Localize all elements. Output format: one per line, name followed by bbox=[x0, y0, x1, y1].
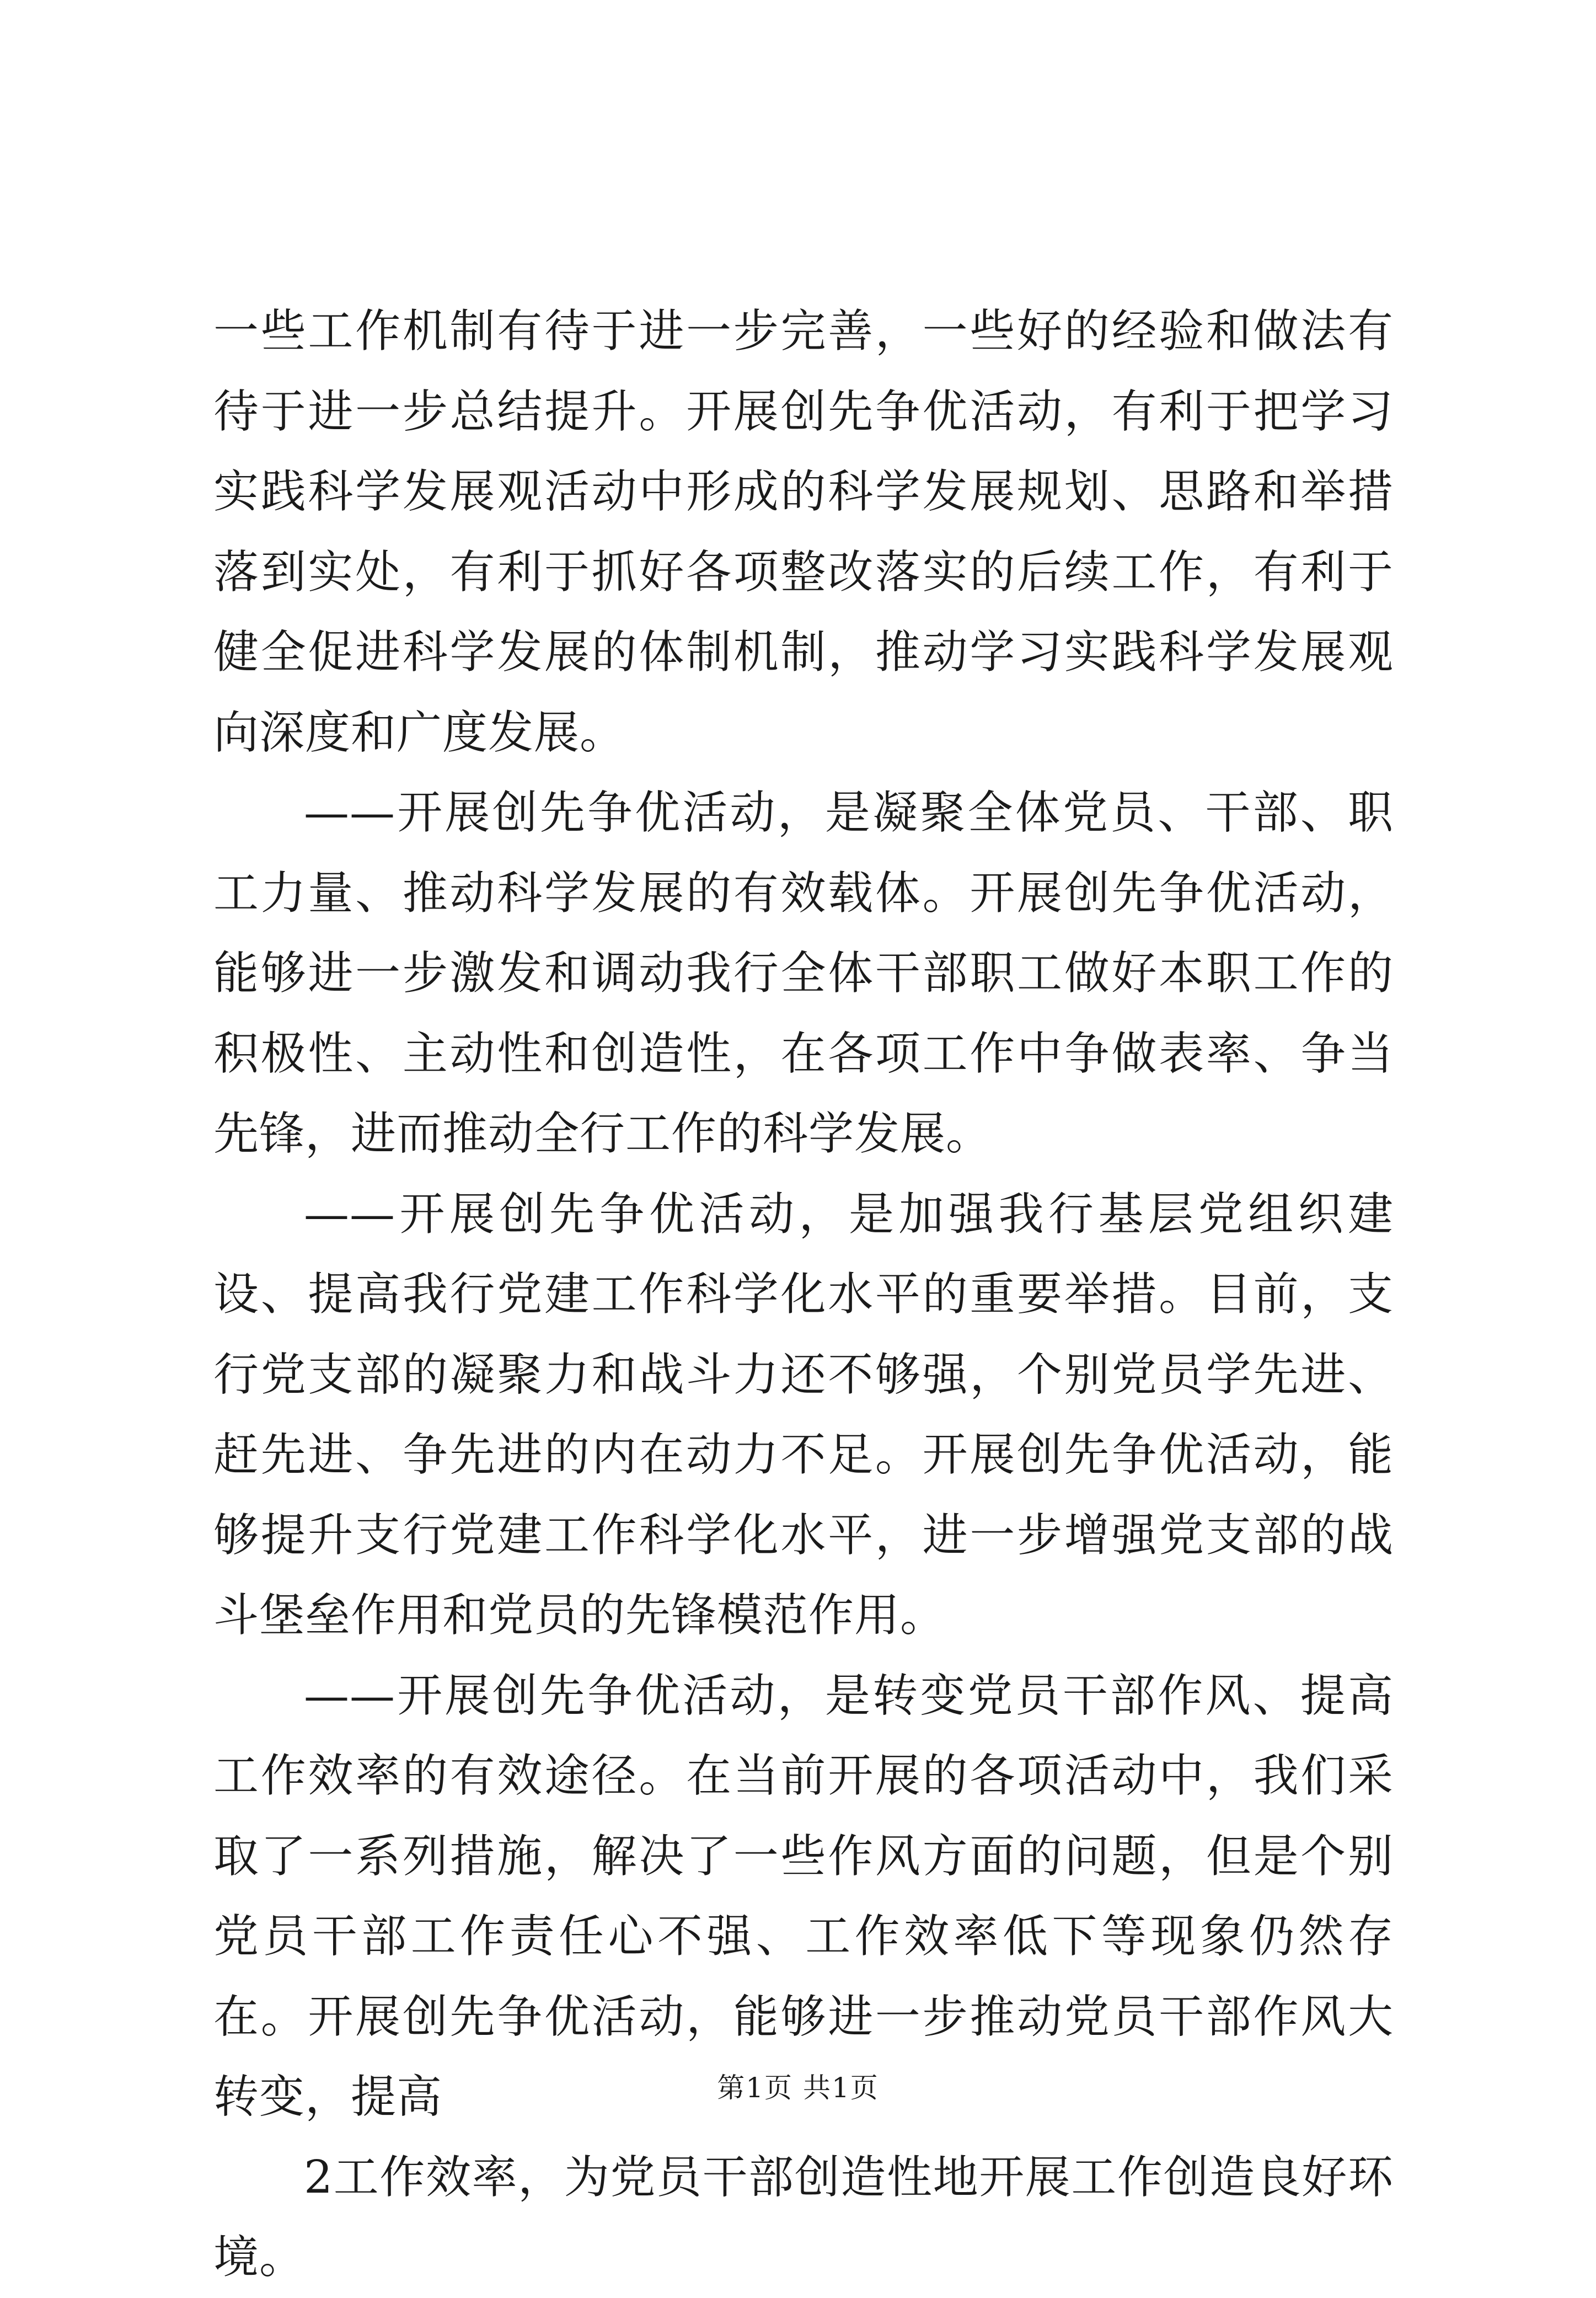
paragraph-4: ——开展创先争优活动，是转变党员干部作风、提高工作效率的有效途径。在当前开展的各项活动中，我们采取了一系列措施，解决了一些作风方面的问题，但是个别党员干部工作责任心不强、工作效率低下等现象仍然存在。开展创先争优活动，能够进一步推动党员干部作风大转变，提高 bbox=[213, 1669, 1394, 2123]
paragraph-1: 一些工作机制有待于进一步完善，一些好的经验和做法有待于进一步总结提升。开展创先争优活动，有利于把学习实践科学发展观活动中形成的科学发展规划、思路和举措落到实处，有利于抓好各项整改落实的后续工作，有利于健全促进科学发展的体制机制，推动学习实践科学发展观向深度和广度发展。 bbox=[213, 305, 1394, 759]
paragraph-2: ——开展创先争优活动，是凝聚全体党员、干部、职工力量、推动科学发展的有效载体。开展创先争优活动，能够进一步激发和调动我行全体干部职工做好本职工作的积极性、主动性和创造性，在各项工作中争做表率、争当先锋，进而推动全行工作的科学发展。 bbox=[213, 787, 1394, 1160]
paragraph-5: 2工作效率，为党员干部创造性地开展工作创造良好环境。 bbox=[213, 2151, 1394, 2284]
document-body bbox=[213, 291, 1394, 2298]
page-footer: 第1页 共1页 bbox=[717, 2072, 879, 2104]
paragraph-3: ——开展创先争优活动，是加强我行基层党组织建设、提高我行党建工作科学化水平的重要举措。目前，支行党支部的凝聚力和战斗力还不够强，个别党员学先进、赶先进、争先进的内在动力不足。开展创先争优活动，能够提升支行党建工作科学化水平，进一步增强党支部的战斗堡垒作用和党员的先锋模范作用。 bbox=[213, 1188, 1394, 1642]
